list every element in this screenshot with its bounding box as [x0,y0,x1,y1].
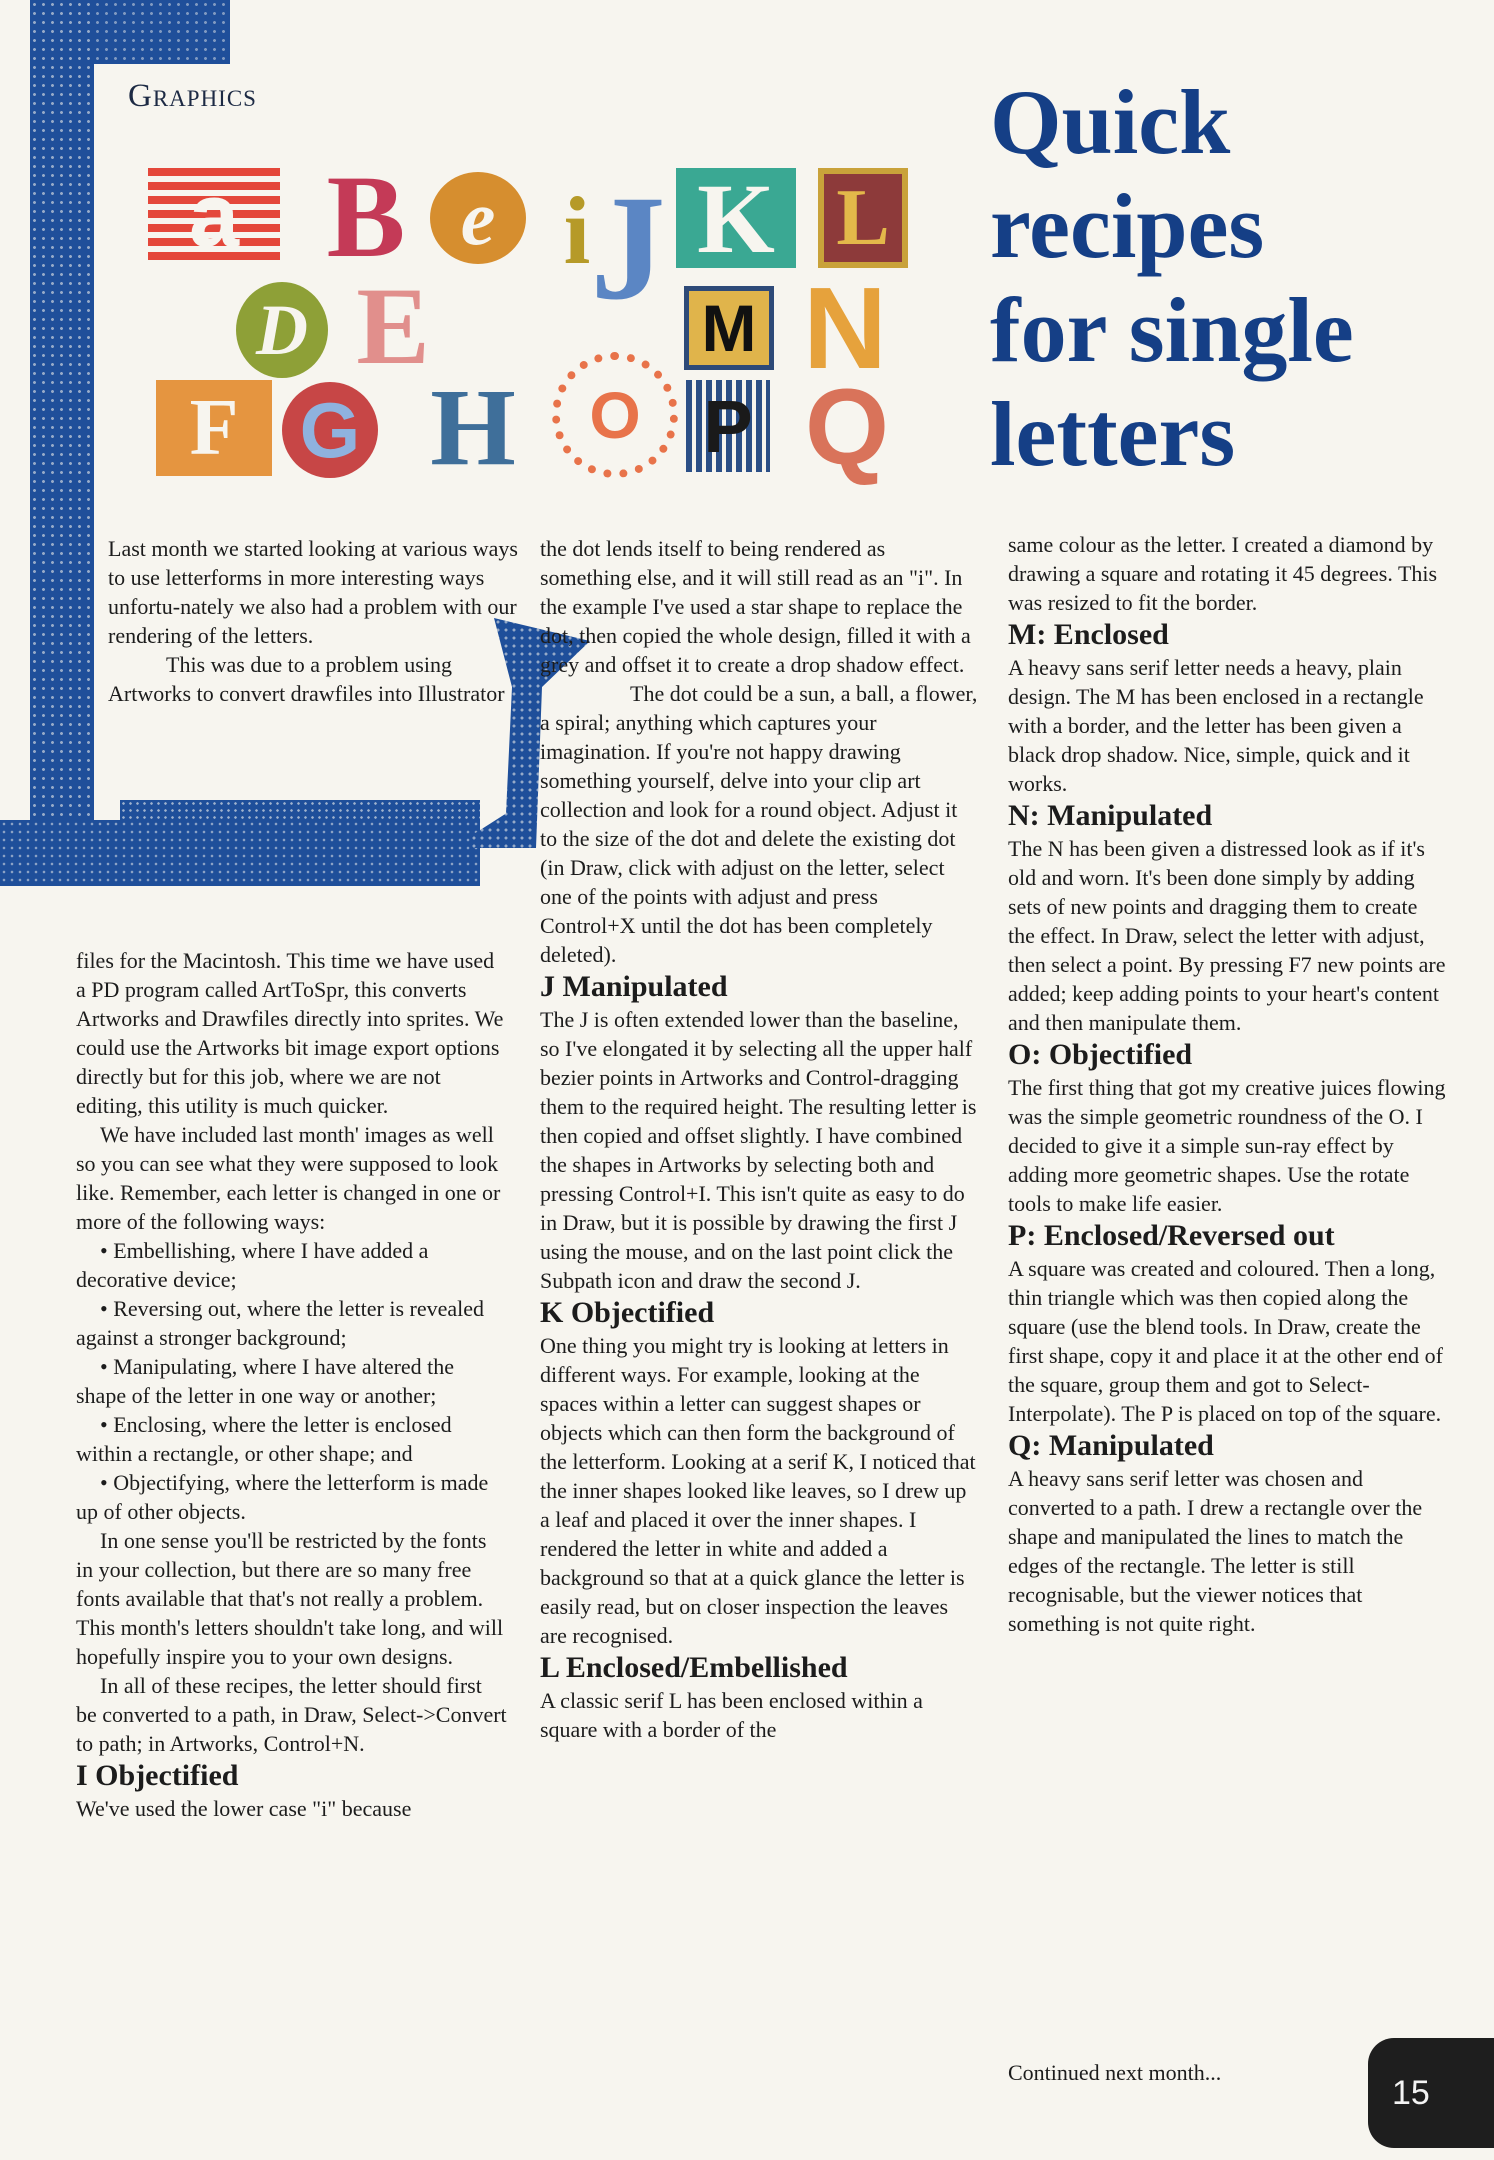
letter-l: L [818,168,908,268]
subheading: M: Enclosed [1008,618,1169,651]
paragraph: We've used the lower case "i" because [76,1796,412,1821]
letter-j: J [590,165,666,331]
text-column-1 [108,534,526,708]
letter-o: O [552,352,678,478]
bullet-item: • Enclosing, where the letter is enclosed within a rectangle, or other shape; and [76,1412,452,1466]
letter-q: Q [804,365,889,487]
letter-m: M [684,286,774,370]
text-column-1-lower [76,946,508,1823]
paragraph: Last month we started looking at various ways to use letterforms in more interesting ways unfortu-nately we also had a problem with our rendering of the letters. [108,536,518,648]
subheading: P: Enclosed/Reversed out [1008,1219,1335,1252]
headline [990,70,1470,486]
paragraph: A heavy sans serif letter needs a heavy, plain design. The M has been enclosed in a rectangle with a border, and the letter has been given a black drop shadow. Nice, simple, quick and it works. [1008,655,1424,796]
subheading: L Enclosed/Embellished [540,1651,848,1684]
bullet-item: • Manipulating, where I have altered the shape of the letter in one way or another; [76,1354,455,1408]
letter-e-script: e [430,172,526,264]
paragraph: The first thing that got my creative juices flowing was the simple geometric roundness of the O. I decided to give it a simple sun-ray effect by adding more geometric shapes. Use the rotate tools to make life easier. [1008,1075,1446,1216]
paragraph: A square was created and coloured. Then a long, thin triangle which was then copied along the square (use the blend tools. In Draw, create the first shape, copy it and place it at the other end of the square, group them and got to Select-Interpolate). The P is placed on top of the square. [1008,1256,1443,1426]
bullet-item: • Reversing out, where the letter is revealed against a stronger background; [76,1296,485,1350]
paragraph: One thing you might try is looking at letters in different ways. For example, looking at the spaces within a letter can suggest shapes or objects which can then form the background of the letterform. Looking at a serif K, I noticed that the inner shapes looked like leaves, so I drew up a leaf and placed it over the inner shapes. I rendered the letter in white and added a background so that at a quick glance the letter is easily read, but on closer inspection the leaves are recognised. [540,1333,976,1648]
letter-d: D [236,282,328,378]
bullet-item: • Objectifying, where the letterform is made up of other objects. [76,1470,489,1524]
paragraph: the dot lends itself to being rendered as something else, and it will still read as an "i". In the example I've used a star shape to replace the dot, then copied the whole design, filled it with a grey and offset it to create a drop shadow effect. [540,536,971,677]
paragraph: The J is often extended lower than the baseline, so I've elongated it by selecting all the upper half bezier points in Artworks and Control-dragging them to the required height. The resulting letter is then copied and offset slightly. I have combined the shapes in Artworks by selecting both and pressing Control+I. This isn't quite as easy to do in Draw, but it is possible by drawing the first J using the mouse, and on the last point click the Subpath icon and draw the second J. [540,1007,977,1293]
headline-line: for single [990,279,1354,381]
letter-g: G [282,382,378,478]
paragraph: The N has been given a distressed look as if it's old and worn. It's been done simply by adding sets of new points and dragging them to create the effect. In Draw, select the letter with adjust, then select a point. By pressing F7 new points are added; keep adding points to your heart's content and then manipulate them. [1008,836,1446,1035]
letter-e: E [356,264,430,387]
paragraph: same colour as the letter. I created a diamond by drawing a square and rotating it 45 degrees. This was resized to fit the border. [1008,532,1438,615]
page-number: 15 [1368,2038,1494,2148]
section-label: Graphics [128,78,257,114]
decorative-frame-left [30,0,94,880]
paragraph: The dot could be a sun, a ball, a flower, a spiral; anything which captures your imagination. If you're not happy drawing something yourself, delve into your clip art collection and look for a round object. Adjust it to the size of the dot and delete the existing dot (in Draw, click with adjust on the letter, select one of the points with adjust and press Control+X until the dot has been completely deleted). [540,681,978,967]
headline-line: letters [990,383,1236,485]
letter-k: K [676,168,796,268]
continued-note: Continued next month... [1008,2060,1222,2085]
paragraph: We have included last month' images as well so you can see what they were supposed to look like. Remember, each letter is changed in one or more of the following ways: [76,1122,501,1234]
paragraph: A classic serif L has been enclosed within a square with a border of the [540,1688,923,1742]
headline-line: Quick [990,71,1231,173]
letter-f: F [156,380,272,476]
letter-n: N [803,263,887,393]
headline-line: recipes [990,175,1265,277]
letter-i: i [563,176,591,284]
subheading: O: Objectified [1008,1038,1193,1071]
bullet-item: • Embellishing, where I have added a decorative device; [76,1238,429,1292]
subheading: K Objectified [540,1296,715,1329]
text-column-2 [540,534,978,1744]
paragraph: files for the Macintosh. This time we have used a PD program called ArtToSpr, this converts Artworks and Drawfiles directly into sprites. We could use the Artworks bit image export options directly but for this job, where we are not editing, this utility is much quicker. [76,948,504,1118]
subheading: J Manipulated [540,970,728,1003]
letter-p: P [686,380,770,472]
letter-h: H [430,365,516,488]
paragraph: In one sense you'll be restricted by the fonts in your collection, but there are so many free fonts available that that's not really a problem. This month's letters shouldn't take long, and will hopefully inspire you to your own designs. [76,1528,504,1669]
letter-a: a [148,168,280,264]
decorative-frame-bottom [0,820,480,886]
subheading: N: Manipulated [1008,799,1213,832]
text-column-3 [1008,530,1448,1638]
letter-b: B [326,151,406,282]
subheading: Q: Manipulated [1008,1429,1214,1462]
paragraph: A heavy sans serif letter was chosen and converted to a path. I drew a rectangle over the shape and manipulated the lines to match the edges of the rectangle. The letter is still recognisable, but the viewer notices that something is not quite right. [1008,1466,1423,1636]
subheading: I Objectified [76,1759,239,1792]
paragraph: This was due to a problem using Artworks to convert drawfiles into Illustrator [108,652,505,706]
paragraph: In all of these recipes, the letter should first be converted to a path, in Draw, Select->Convert to path; in Artworks, Control+N. [76,1673,507,1756]
